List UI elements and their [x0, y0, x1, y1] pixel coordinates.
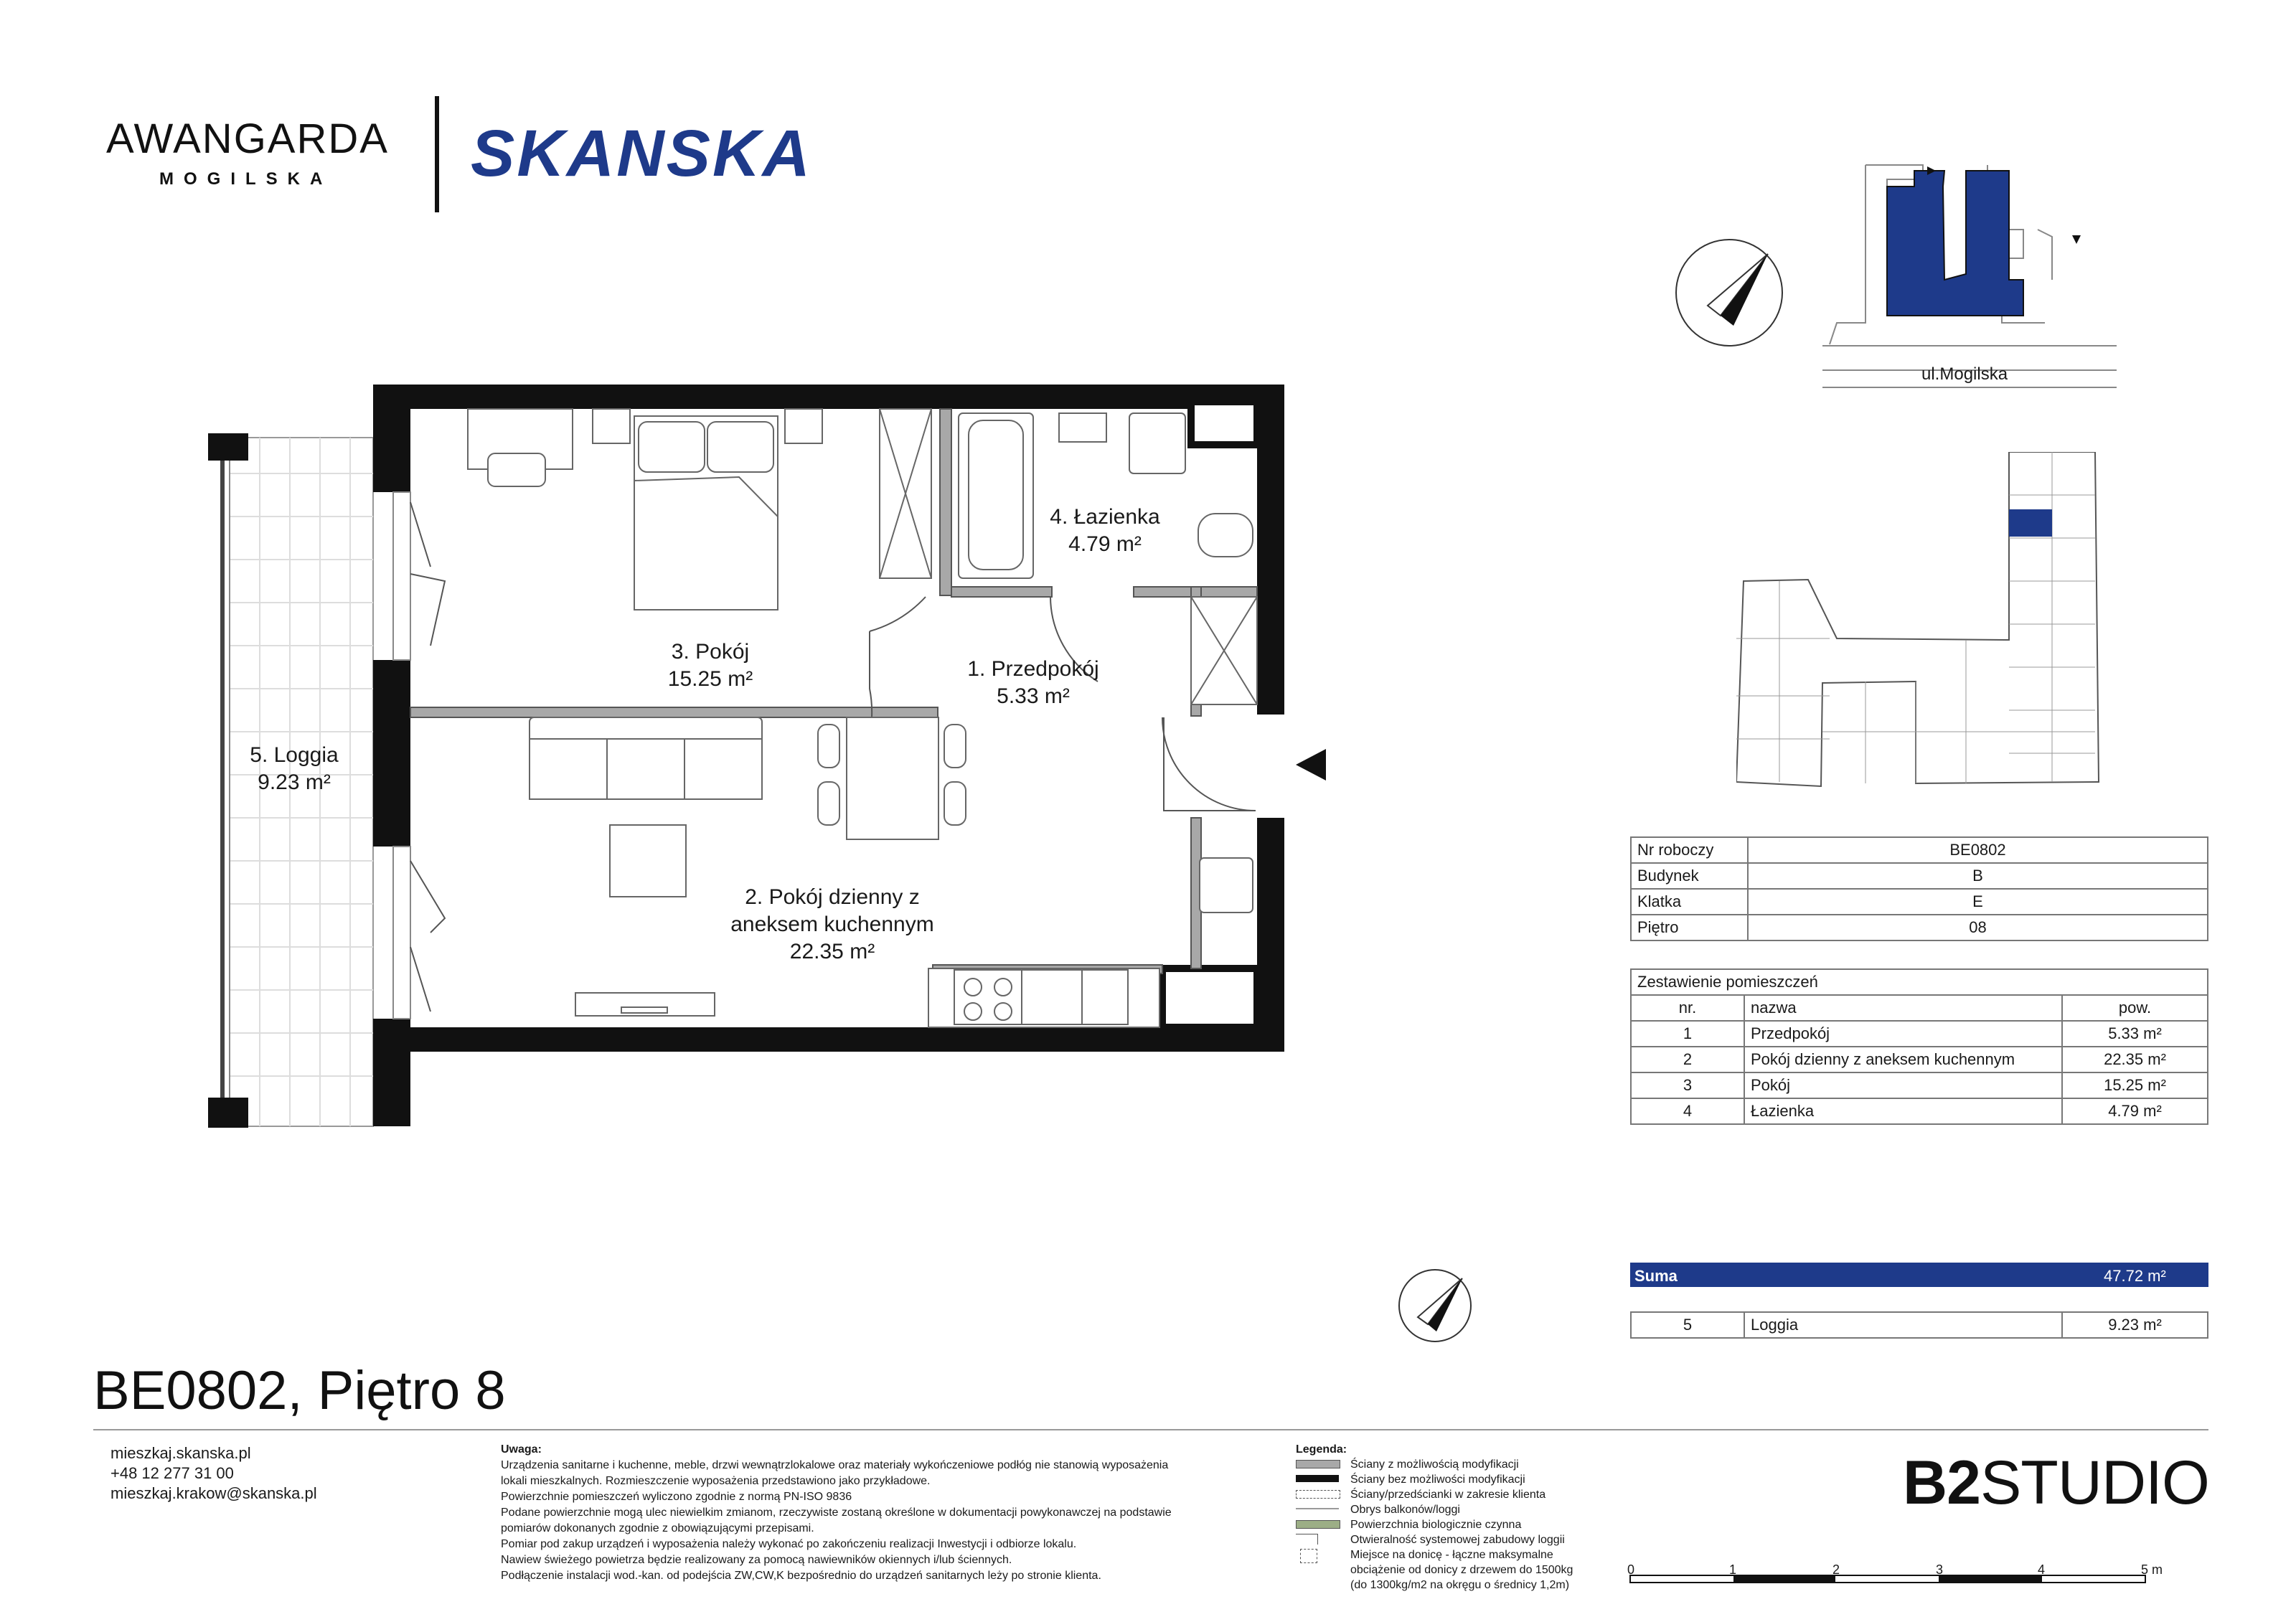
table-row: 3 Pokój 15.25 m² [1631, 1072, 2208, 1098]
divider [93, 1429, 2208, 1430]
brand-logo: AWANGARDA [106, 115, 389, 162]
site-plan [1650, 158, 2210, 430]
room-label-przedpokoj: 1. Przedpokój 5.33 m² [967, 657, 1099, 708]
brand-sub: MOGILSKA [159, 169, 333, 189]
unit-title: BE0802, Piętro 8 [93, 1360, 506, 1421]
website-link[interactable]: mieszkaj.skanska.pl [110, 1444, 251, 1462]
phone-number: +48 12 277 31 00 [110, 1464, 234, 1482]
unit-highlight [2009, 509, 2052, 537]
table-row: Klatka E [1631, 889, 2208, 915]
legend-block: Legenda: Ściany z możliwością modyfikacji Ściany bez możliwości modyfikacji Ściany/przedścianki w zakresie klienta Obrys balkonów/loggi Powierzchnia biologicznie czynna Otwieralność systemowej zabudowy loggii Miejsce na donicę - łączne maksymalne obciążenie od donicy z drzewem do 1500kg (do 1300kg/m2 na okręgu o średnicy 1,2m) [1296, 1443, 1573, 1591]
entrance-arrow [1296, 749, 1326, 781]
loggia-row-table [1630, 1311, 2208, 1339]
table-row: 2 Pokój dzienny z aneksem kuchennym 22.35 m² [1631, 1047, 2208, 1072]
key-plan [1736, 452, 2124, 796]
table-row: 1 Przedpokój 5.33 m² [1631, 1021, 2208, 1047]
room-label-loggia: 5. Loggia 9.23 m² [250, 743, 339, 794]
compass-small [1396, 1267, 1475, 1346]
table-row: 4 Łazienka 4.79 m² [1631, 1098, 2208, 1124]
email-link[interactable]: mieszkaj.krakow@skanska.pl [110, 1484, 317, 1502]
room-label-pokoj-dzienny: 2. Pokój dzienny z aneksem kuchennym 22.35 m² [730, 885, 934, 963]
street-label: ul.Mogilska [1921, 364, 2008, 384]
contact-block [110, 1443, 317, 1504]
sum-row: Suma 47.72 m² [1630, 1263, 2208, 1287]
scale-bar [1627, 1562, 2173, 1591]
table-header: nr. nazwa pow. [1631, 995, 2208, 1021]
room-label-lazienka: 4. Łazienka 4.79 m² [1050, 505, 1160, 556]
info-table [1630, 836, 2208, 941]
room-label-pokoj: 3. Pokój 15.25 m² [667, 640, 753, 691]
table-row: Piętro 08 [1631, 915, 2208, 940]
table-row: 5 Loggia 9.23 m² [1631, 1312, 2208, 1338]
table-row: Nr roboczy BE0802 [1631, 837, 2208, 863]
table-row: Budynek B [1631, 863, 2208, 889]
rooms-table-title: Zestawienie pomieszczeń [1631, 969, 2208, 995]
compass-large [1676, 240, 1782, 346]
rooms-table [1630, 968, 2208, 1125]
building-footprint [1887, 171, 2023, 316]
developer-logo: SKANSKA [471, 117, 812, 190]
notes-block: Uwaga: Urządzenia sanitarne i kuchenne, meble, drzwi wewnątrzlokalowe oraz materiały wykończeniowe podłóg nie stanowią wyposażenia lokali mieszkalnych. Rozmieszczenie wyposażenia przedstawiono jako przykładowe. Powierzchnie pomieszczeń wyliczono zgodnie z normą PN-ISO 9836 Podane powierzchnie mogą ulec niewielkim zmianom, rzeczywiste zostaną określone w dokumentacji powykonawczej na podstawie pomiarów dokonanych zgodnie z obowiązującymi przepisami. Pomiar pod zakup urządzeń i wyposażenia należy wykonać po zakończeniu realizacji Inwestycji i odbiorze lokalu. Nawiew świeżego powietrza będzie realizowany za pomocą nawiewników okiennych i/lub ściennych. Podłączenie instalacji wod.-kan. od podejścia ZW,CW,K bezpośrednio do urządzeń sanitarnych leży po stronie klienta. [501, 1443, 1172, 1582]
studio-logo: B2STUDIO [1903, 1448, 2209, 1517]
